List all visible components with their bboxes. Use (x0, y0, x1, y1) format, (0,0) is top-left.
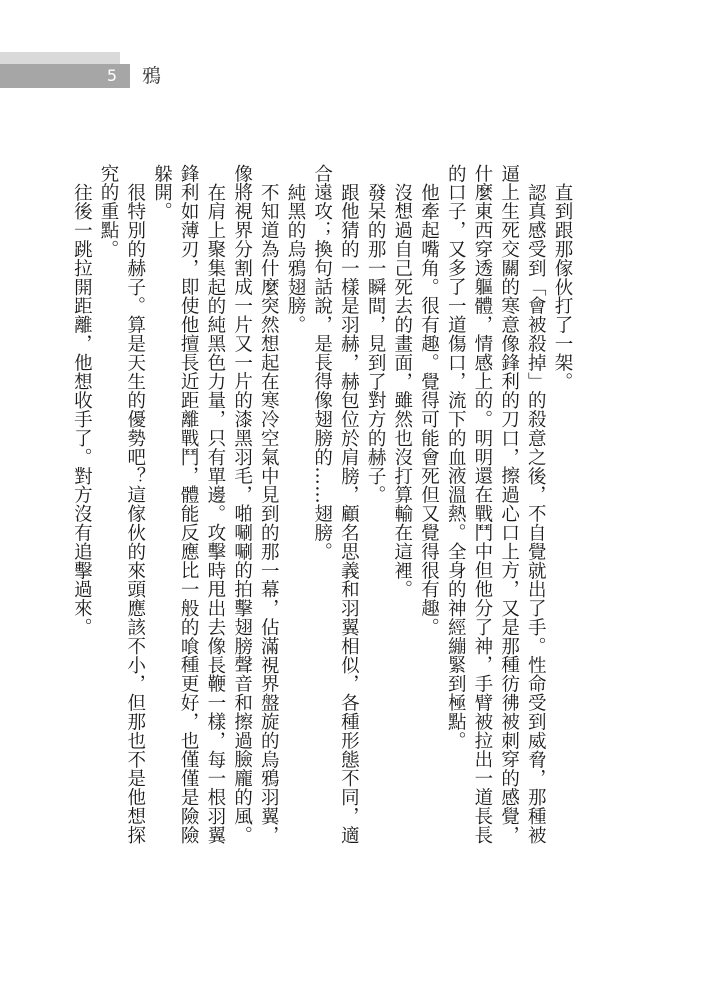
paragraph-8: 不知道為什麼突然想起在寒冷空氣中見到的那一幕，佔滿視界盤旋的烏鴉羽翼，像將視界分割成一片又一片的漆黑羽毛，啪唰唰的拍擊翅膀聲音和擦過臉龐的風。 (231, 164, 280, 845)
paragraph-4: 沒想過自己死去的畫面，雖然也沒打算輸在這裡。 (391, 182, 413, 599)
chapter-title: 鴉 (142, 65, 162, 87)
paragraph-10: 很特別的赫子。算是天生的優勢吧？這傢伙的來頭應該不小，但那也不是他想探究的重點。 (98, 164, 146, 844)
paragraph-5: 發呆的那一瞬間，見到了對方的赫子。 (365, 182, 387, 504)
paragraph-11: 往後一跳拉開距離，他想收手了。對方沒有追擊過來。 (71, 182, 93, 637)
paragraph-9: 在肩上聚集起的純黑色力量，只有單邊。攻擊時甩出去像長鞭一樣，每一根羽翼鋒利如薄刃，即使他擅長近距離戰鬥，體能反應比一般的喰種更好，也僅僅是險險躲開。 (151, 164, 226, 845)
paragraph-3: 他牽起嘴角。很有趣。覺得可能會死但又覺得很有趣。 (418, 182, 440, 637)
paragraph-1: 直到跟那傢伙打了一架。 (552, 182, 573, 391)
header-bar-accent (0, 52, 120, 64)
page-number: 5 (106, 66, 118, 85)
paragraph-2: 認真感受到「會被殺掉」的殺意之後，不自覺就出了手。性命受到威脅，那種被逼上生死交關的寒意像鋒利的刀口，擦過心口上方，又是那種彷彿被刺穿的感覺，什麼東西穿透軀體，情感上的。明明還在戰鬥中但他分了神，手臂被拉出一道長長的口子，又多了一道傷口，流下的血液溫熱。全身的神經繃緊到極點。 (445, 164, 547, 845)
paragraph-6: 跟他猜的一樣是羽赫，赫包位於肩膀，顧名思義和羽翼相似，各種形態不同，適合遠攻；換句話說，是長得像翅膀的……翅膀。 (311, 164, 360, 844)
paragraph-7: 純黑的烏鴉翅膀。 (284, 182, 306, 334)
body-text (71, 164, 575, 854)
